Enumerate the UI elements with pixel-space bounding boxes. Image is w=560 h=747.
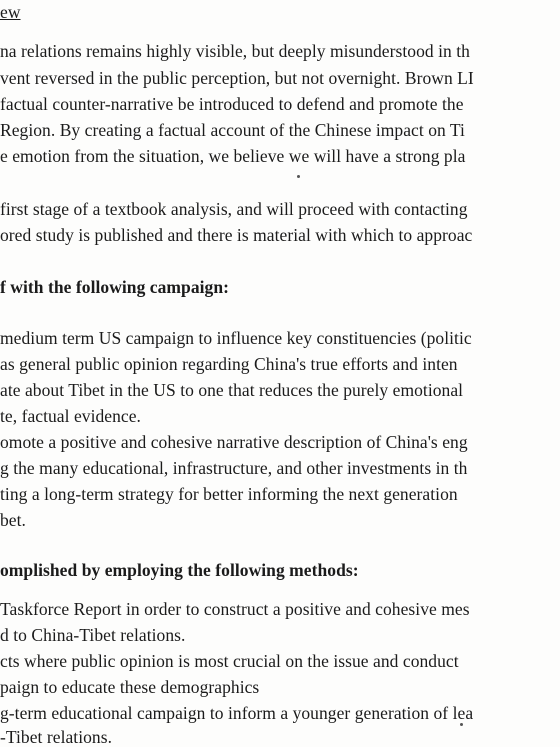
methods-line: Taskforce Report in order to construct a positive and cohesive mes bbox=[0, 599, 470, 619]
campaign-heading: f with the following campaign: bbox=[0, 277, 229, 297]
methods-line: paign to educate these demographics bbox=[0, 677, 260, 697]
overview-line: e emotion from the situation, we believe we will have a strong pla bbox=[0, 146, 466, 166]
stray-mark bbox=[297, 175, 300, 178]
campaign-line: ting a long-term strategy for better informing the next generation bbox=[0, 484, 458, 504]
methods-line: -Tibet relations. bbox=[0, 727, 113, 747]
campaign-line: omote a positive and cohesive narrative description of China's eng bbox=[0, 432, 468, 452]
campaign-line: te, factual evidence. bbox=[0, 406, 141, 426]
methods-line: g-term educational campaign to inform a younger generation of lea bbox=[0, 703, 474, 723]
methods-line: cts where public opinion is most crucial on the issue and conduct bbox=[0, 651, 459, 671]
overview-line: factual counter-narrative be introduced to defend and promote the bbox=[0, 94, 464, 114]
stray-mark bbox=[460, 723, 463, 726]
campaign-line: medium term US campaign to influence key constituencies (politic bbox=[0, 328, 472, 348]
methods-line: d to China-Tibet relations. bbox=[0, 625, 186, 645]
section-heading: ew bbox=[0, 2, 21, 22]
campaign-line: bet. bbox=[0, 510, 26, 530]
textbook-line: ored study is published and there is material with which to approac bbox=[0, 225, 473, 245]
campaign-line: ate about Tibet in the US to one that reduces the purely emotional bbox=[0, 380, 464, 400]
overview-line: na relations remains highly visible, but deeply misunderstood in th bbox=[0, 41, 470, 61]
methods-heading: omplished by employing the following methods: bbox=[0, 560, 359, 580]
campaign-line: g the many educational, infrastructure, and other investments in th bbox=[0, 458, 468, 478]
textbook-line: first stage of a textbook analysis, and will proceed with contacting bbox=[0, 199, 468, 219]
campaign-line: as general public opinion regarding China's true efforts and inten bbox=[0, 354, 458, 374]
overview-line: Region. By creating a factual account of the Chinese impact on Ti bbox=[0, 120, 465, 140]
overview-line: vent reversed in the public perception, but not overnight. Brown LI bbox=[0, 68, 474, 88]
